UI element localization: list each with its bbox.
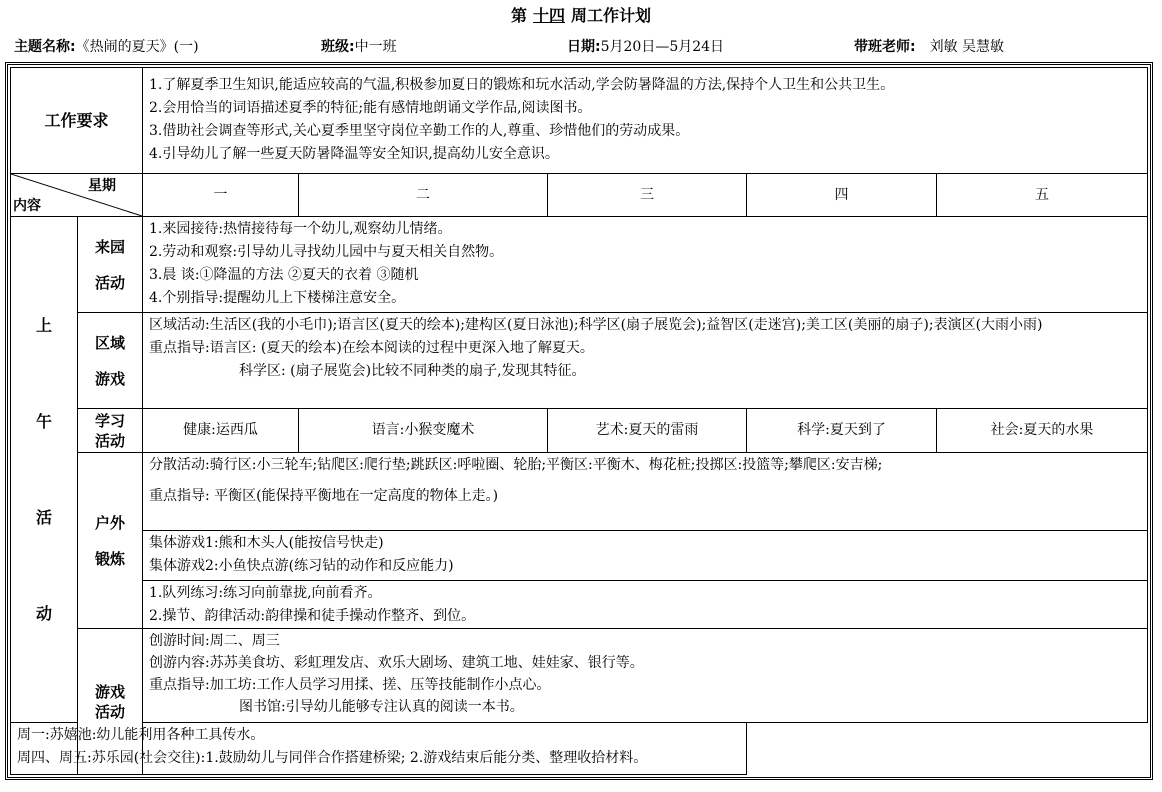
area-label-2: 游戏 xyxy=(95,369,126,388)
title-prefix: 第 xyxy=(510,6,527,25)
weekday-fri: 五 xyxy=(937,174,1148,217)
drill-item: 2.操节、韵律活动:韵律操和徒手操动作整齐、到位。 xyxy=(149,608,476,624)
outdoor-focus: 重点指导: 平衡区(能保持平衡地在一定高度的物体上走。) xyxy=(149,488,499,504)
date-label: 日期: xyxy=(567,39,601,55)
area-label-1: 区域 xyxy=(95,333,126,352)
weekday-wed: 三 xyxy=(548,174,747,217)
area-focus: 重点指导:语言区: (夏天的绘本)在绘本阅读的过程中更深入地了解夏天。 xyxy=(149,340,594,356)
area-row xyxy=(11,313,1148,409)
outdoor-scattered-row xyxy=(11,453,1148,531)
requirement-item: 2.会用恰当的词语描述夏季的特征;能有感情地朗诵文学作品,阅读图书。 xyxy=(149,100,592,116)
weekday-mon: 一 xyxy=(143,174,299,217)
morning-activities-label xyxy=(11,217,78,723)
group-game: 集体游戏1:熊和木头人(能按信号快走) xyxy=(149,535,384,551)
morning-char: 活 xyxy=(35,507,52,527)
corner-content-label: 内容 xyxy=(13,198,41,214)
arrival-label-2: 活动 xyxy=(95,273,126,292)
theme-info xyxy=(14,36,199,58)
arrival-item: 3.晨 谈:①降温的方法 ②夏天的衣着 ③随机 xyxy=(149,267,419,283)
arrival-row xyxy=(11,217,1148,313)
corner-weekday-label: 星期 xyxy=(88,178,117,194)
weekday-header-row xyxy=(11,174,1148,217)
arrival-item: 4.个别指导:提醒幼儿上下楼梯注意安全。 xyxy=(149,290,406,306)
class-label: 班级: xyxy=(321,39,355,55)
study-mon: 健康:运西瓜 xyxy=(143,409,299,453)
game-item: 周四、周五:苏乐园(社会交往):1.鼓励幼儿与同伴合作搭建桥梁; 2.游戏结束后能分类、整理收拾材料。 xyxy=(17,750,648,766)
morning-char: 上 xyxy=(35,315,52,335)
theme-value: 《热闹的夏天》(一) xyxy=(75,39,199,55)
games-other-row xyxy=(11,723,1148,775)
arrival-item: 1.来园接待:热情接待每一个幼儿,观察幼儿情绪。 xyxy=(149,221,452,237)
outdoor-games-content xyxy=(143,531,1148,581)
study-label xyxy=(78,409,143,453)
drill-item: 1.队列练习:练习向前靠拢,向前看齐。 xyxy=(149,585,382,601)
games-creative-row xyxy=(11,629,1148,723)
morning-char: 动 xyxy=(35,603,52,623)
teacher-info xyxy=(854,36,1004,58)
outdoor-label xyxy=(78,453,143,629)
arrival-content xyxy=(143,217,1148,313)
class-value: 中一班 xyxy=(354,39,397,55)
morning-char: 午 xyxy=(35,411,52,431)
plan-table xyxy=(10,67,1148,775)
plan-frame xyxy=(5,62,1153,780)
creative-item: 创游内容:苏苏美食坊、彩虹理发店、欢乐大剧场、建筑工地、娃娃家、银行等。 xyxy=(149,655,644,671)
page-title xyxy=(0,4,1162,28)
creative-item: 图书馆:引导幼儿能够专注认真的阅读一本书。 xyxy=(239,699,524,715)
area-content xyxy=(143,313,1148,409)
area-activities: 区域活动:生活区(我的小毛巾);语言区(夏天的绘本);建构区(夏日泳池);科学区(扇子展览会);益智区(走迷宫);美工区(美丽的扇子);表演区(大雨小雨) xyxy=(149,317,1043,333)
study-fri: 社会:夏天的水果 xyxy=(937,409,1148,453)
outdoor-label-1: 户外 xyxy=(95,513,126,532)
game-item: 周一:苏嬉池:幼儿能利用各种工具传水。 xyxy=(17,727,265,743)
teacher-label: 带班老师: xyxy=(854,39,916,55)
teacher-value: 刘敏 吴慧敏 xyxy=(929,39,1005,55)
study-label-2: 活动 xyxy=(95,431,126,450)
study-label-1: 学习 xyxy=(95,411,126,430)
outdoor-scattered-content xyxy=(143,453,1148,531)
creative-item: 重点指导:加工坊:工作人员学习用揉、搓、压等技能制作小点心。 xyxy=(149,677,551,693)
theme-label: 主题名称: xyxy=(14,39,76,55)
outdoor-drills-row xyxy=(11,581,1148,629)
games-other-content xyxy=(11,723,747,775)
arrival-item: 2.劳动和观察:引导幼儿寻找幼儿园中与夏天相关自然物。 xyxy=(149,244,504,260)
requirements-row xyxy=(11,68,1148,174)
title-suffix: 周工作计划 xyxy=(571,6,652,25)
requirement-item: 4.引导幼儿了解一些夏天防暑降温等安全知识,提高幼儿安全意识。 xyxy=(149,146,559,162)
requirement-item: 1.了解夏季卫生知识,能适应较高的气温,积极参加夏日的锻炼和玩水活动,学会防暑降温的方法,保持个人卫生和公共卫生。 xyxy=(149,77,895,93)
requirements-content xyxy=(143,68,1148,174)
area-label xyxy=(78,313,143,409)
games-label-2: 活动 xyxy=(95,702,126,721)
arrival-label xyxy=(78,217,143,313)
date-value: 5月20日—5月24日 xyxy=(600,39,725,55)
arrival-label-1: 来园 xyxy=(95,237,126,256)
outdoor-scattered: 分散活动:骑行区:小三轮车;钻爬区:爬行垫;跳跃区:呼啦圈、轮胎;平衡区:平衡木、梅花桩;投掷区:投篮等;攀爬区:安吉梯; xyxy=(149,457,883,473)
class-info xyxy=(321,36,397,58)
date-info xyxy=(567,36,724,58)
games-creative-content xyxy=(143,629,1148,723)
outdoor-games-row xyxy=(11,531,1148,581)
header-meta xyxy=(14,36,1154,58)
weekday-tue: 二 xyxy=(299,174,548,217)
study-wed: 艺术:夏天的雷雨 xyxy=(548,409,747,453)
requirement-item: 3.借助社会调查等形式,关心夏季里坚守岗位辛勤工作的人,尊重、珍惜他们的劳动成果。 xyxy=(149,123,690,139)
outdoor-drills-content xyxy=(143,581,1148,629)
group-game: 集体游戏2:小鱼快点游(练习钻的动作和反应能力) xyxy=(149,558,454,574)
requirements-label: 工作要求 xyxy=(11,68,143,174)
study-tue: 语言:小猴变魔术 xyxy=(299,409,548,453)
area-focus: 科学区: (扇子展览会)比较不同种类的扇子,发现其特征。 xyxy=(239,363,586,379)
creative-item: 创游时间:周二、周三 xyxy=(149,633,280,649)
games-label-1: 游戏 xyxy=(95,682,126,701)
week-number: 十四 xyxy=(532,6,565,25)
corner-cell xyxy=(11,174,143,217)
study-row xyxy=(11,409,1148,453)
weekday-thu: 四 xyxy=(747,174,937,217)
study-thu: 科学:夏天到了 xyxy=(747,409,937,453)
outdoor-label-2: 锻炼 xyxy=(95,549,126,568)
